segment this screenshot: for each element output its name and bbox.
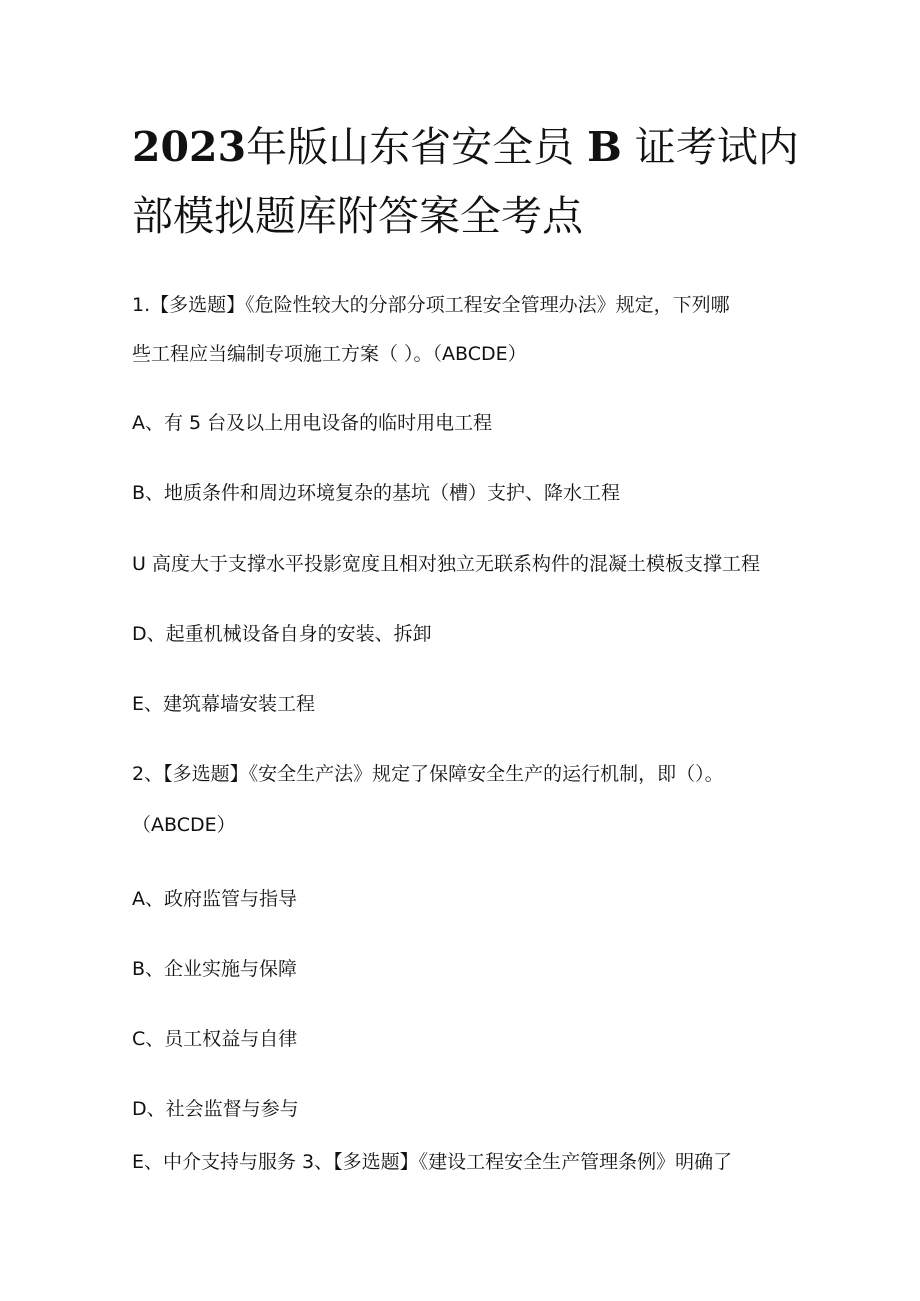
question-2-option-c: C、员工权益与自律 (132, 1028, 298, 1050)
question-2-option-e-and-question-3-start: E、中介支持与服务 3、【多选题】《建设工程安全生产管理条例》明确了 (132, 1151, 733, 1173)
question-2-option-b: B、企业实施与保障 (132, 958, 298, 980)
title-letter: B (587, 123, 622, 171)
title-text-end: 证考试内 (634, 123, 799, 171)
question-1-option-b: B、地质条件和周边环境复杂的基坑（槽）支护、降水工程 (132, 482, 621, 504)
question-1-option-c: U 高度大于支撑水平投影宽度且相对独立无联系构件的混凝土模板支撑工程 (132, 553, 760, 575)
question-1-stem-line-1: 1.【多选题】《危险性较大的分部分项工程安全管理办法》规定，下列哪 (132, 294, 730, 316)
question-2-option-d: D、社会监督与参与 (132, 1098, 299, 1120)
question-2-stem-line-2: （ABCDE） (132, 814, 236, 836)
title-year: 2023 (132, 123, 247, 171)
question-1-option-a: A、有 5 台及以上用电设备的临时用电工程 (132, 412, 493, 434)
question-1-option-e: E、建筑幕墙安装工程 (132, 693, 316, 715)
question-1-option-d: D、起重机械设备自身的安装、拆卸 (132, 623, 432, 645)
question-1-stem-line-2: 些工程应当编制专项施工方案（ ）。（ABCDE） (132, 343, 527, 365)
document-title-line-2: 部模拟题库附答案全考点 (132, 192, 583, 240)
question-2-stem-line-1: 2、【多选题】《安全生产法》规定了保障安全生产的运行机制，即（）。 (132, 763, 724, 785)
title-text-mid: 年版山东省安全员 (246, 123, 575, 171)
document-title-line-1 (132, 123, 812, 171)
question-2-option-a: A、政府监管与指导 (132, 888, 297, 910)
